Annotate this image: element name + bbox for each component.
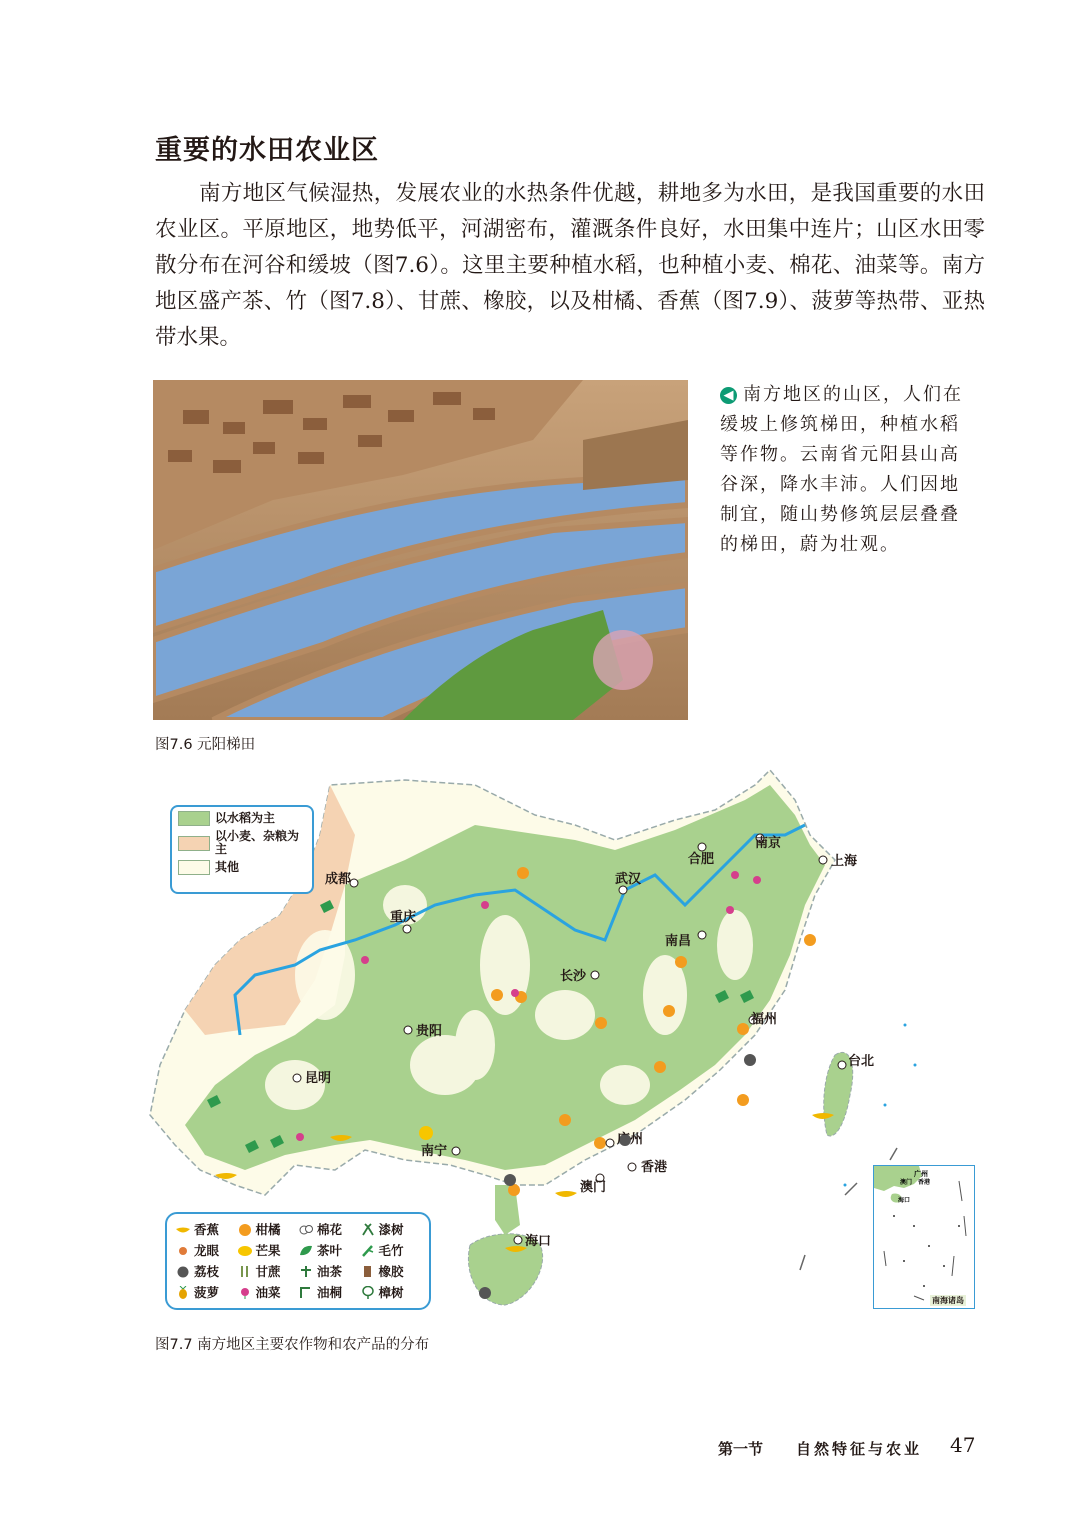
- other-swatch: [178, 860, 210, 875]
- legend-label: 漆树: [378, 1222, 404, 1237]
- bamboo-icon: [360, 1244, 376, 1257]
- legend-label: 茶叶: [317, 1243, 343, 1258]
- inset-city-label: 香港: [918, 1179, 931, 1186]
- city-label: 合肥: [688, 852, 715, 867]
- city-label: 成都: [325, 872, 352, 887]
- city-label: 贵阳: [416, 1024, 443, 1039]
- lychee-icon: [175, 1265, 191, 1278]
- legend-label: 油菜: [255, 1285, 281, 1300]
- legend-label: 橡胶: [378, 1264, 404, 1279]
- legend-label: 荔枝: [194, 1264, 220, 1279]
- legend-rice: [178, 811, 306, 826]
- legend-camphor: [360, 1283, 422, 1301]
- city-label: 海口: [525, 1234, 552, 1249]
- city-label: 澳门: [580, 1180, 607, 1195]
- inset-label: 南海诸岛: [932, 1296, 964, 1305]
- area-legend: [170, 805, 314, 894]
- legend-lacquer: [360, 1220, 422, 1238]
- photo-side-note: [720, 380, 978, 560]
- legend-label: 毛竹: [378, 1243, 404, 1258]
- terrace-photo: [153, 380, 688, 720]
- section-heading: 重要的水田农业区: [155, 135, 379, 166]
- legend-label: 芒果: [255, 1243, 281, 1258]
- city-label: 重庆: [390, 910, 417, 925]
- legend-label: 香蕉: [194, 1222, 220, 1237]
- inset-city-label: 广州: [914, 1170, 928, 1178]
- page-number: 47: [950, 1433, 976, 1457]
- city-label: 长沙: [560, 969, 587, 984]
- footer-title: 自然特征与农业: [796, 1440, 923, 1458]
- legend-bamboo: [360, 1241, 422, 1259]
- legend-other: [178, 860, 306, 875]
- crop-legend: [165, 1212, 431, 1310]
- legend-label: 油茶: [317, 1264, 343, 1279]
- legend-label: 油桐: [317, 1285, 343, 1300]
- legend-mango: [237, 1241, 299, 1259]
- city-label: 台北: [848, 1054, 875, 1069]
- city-label: 上海: [831, 854, 858, 869]
- inset-city-label: 海口: [898, 1197, 911, 1204]
- city-label: 南京: [755, 836, 782, 851]
- city-label: 广州: [617, 1132, 644, 1147]
- legend-label: 柑橘: [255, 1222, 281, 1237]
- rice-swatch: [178, 811, 210, 826]
- side-note-text: 南方地区的山区，人们在缓坡上修筑梯田，种植水稻等作物。云南省元阳县山高谷深，降水丰沛。人们因地制宜，随山势修筑层层叠叠的梯田，蔚为壮观。: [720, 384, 963, 555]
- city-label: 南宁: [421, 1144, 448, 1159]
- legend-tea: [298, 1241, 360, 1259]
- legend-label: 以小麦、杂粮为主: [215, 829, 300, 856]
- footer-section: 第一节: [718, 1440, 764, 1458]
- longan-icon: [175, 1244, 191, 1257]
- lacquer-tree-icon: [360, 1223, 376, 1236]
- legend-longan: [175, 1241, 237, 1259]
- legend-label: 樟树: [378, 1285, 404, 1300]
- legend-pineapple: [175, 1283, 237, 1301]
- tea-leaf-icon: [298, 1244, 314, 1257]
- legend-lychee: [175, 1262, 237, 1280]
- legend-tung: [298, 1283, 360, 1301]
- city-label: 南昌: [665, 934, 692, 949]
- legend-label: 棉花: [317, 1222, 343, 1237]
- city-label: 昆明: [305, 1071, 332, 1086]
- legend-label: 菠萝: [194, 1285, 220, 1300]
- legend-rubber: [360, 1262, 422, 1280]
- legend-label: 龙眼: [194, 1243, 220, 1258]
- citrus-icon: [237, 1223, 253, 1236]
- rubber-icon: [360, 1265, 376, 1278]
- figure-caption-1: 图7.6 元阳梯田: [155, 737, 256, 753]
- city-label: 福州: [751, 1012, 778, 1027]
- inset-city-label: 澳门: [900, 1179, 913, 1186]
- city-label: 香港: [641, 1160, 668, 1175]
- cotton-icon: [298, 1223, 314, 1236]
- banana-icon: [175, 1223, 191, 1236]
- tung-tree-icon: [298, 1286, 314, 1299]
- legend-label: 甘蔗: [255, 1264, 281, 1279]
- south-china-sea-inset: [873, 1165, 975, 1309]
- figure-caption-2: 图7.7 南方地区主要农作物和农产品的分布: [155, 1337, 430, 1353]
- legend-sugarcane: [237, 1262, 299, 1280]
- rapeseed-flower-icon: [237, 1286, 253, 1299]
- legend-banana: [175, 1220, 237, 1238]
- body-paragraph: [155, 176, 985, 356]
- city-label: 武汉: [615, 872, 642, 887]
- mango-icon: [237, 1244, 253, 1257]
- arrow-left-icon: ◀: [720, 387, 737, 404]
- sugarcane-icon: [237, 1265, 253, 1278]
- legend-label: 以水稻为主: [215, 811, 276, 825]
- legend-wheat: [178, 830, 306, 856]
- legend-rapeseed: [237, 1283, 299, 1301]
- wheat-swatch: [178, 836, 210, 851]
- camphor-tree-icon: [360, 1286, 376, 1299]
- pineapple-icon: [175, 1286, 191, 1299]
- legend-label: 其他: [215, 860, 240, 874]
- legend-oil-tea: [298, 1262, 360, 1280]
- body-text: 南方地区气候湿热，发展农业的水热条件优越，耕地多为水田，是我国重要的水田农业区。平原地区，地势低平，河湖密布，灌溉条件良好，水田集中连片；山区水田零散分布在河谷和缓坡（图7.6）。这里主要种植水稻，也种植小麦、棉花、油菜等。南方地区盛产茶、竹（图7.8）、甘蔗、橡胶，以及柑橘、香蕉（图7.9）、菠萝等热带、亚热带水果。: [155, 181, 985, 350]
- oil-tea-icon: [298, 1265, 314, 1278]
- legend-cotton: [298, 1220, 360, 1238]
- legend-citrus: [237, 1220, 299, 1238]
